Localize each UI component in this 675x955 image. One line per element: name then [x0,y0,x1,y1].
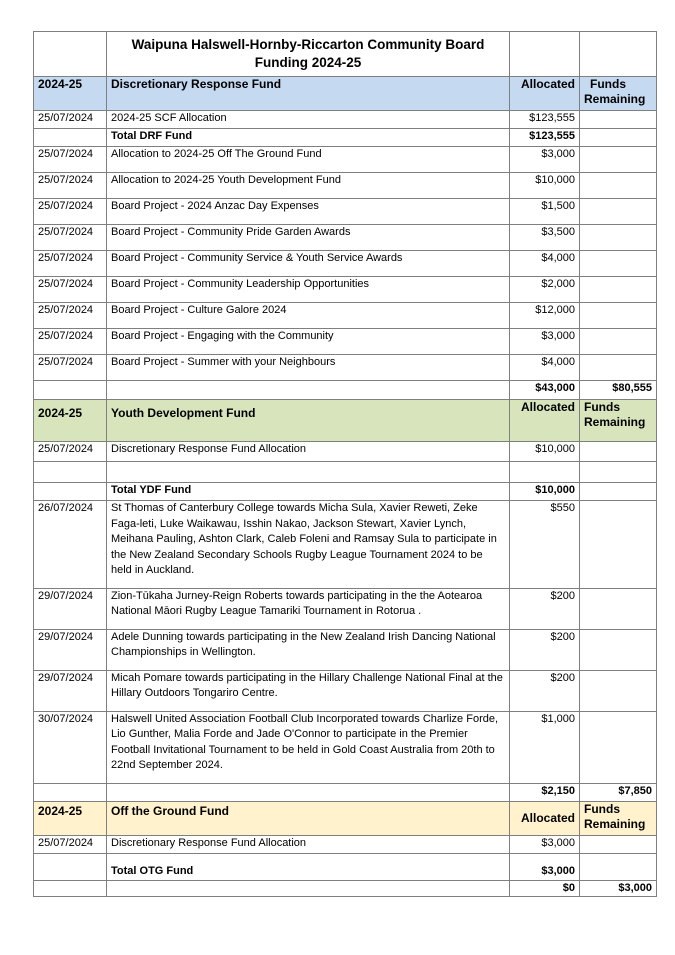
row-amount: $4,000 [510,251,580,277]
title-row [34,32,657,77]
ydf-summary-allocated: $2,150 [510,783,580,801]
row-amount: $1,000 [510,711,580,783]
table-row: 25/07/2024 2024-25 SCF Allocation $123,555 [34,111,657,129]
ydf-total-row: Total YDF Fund $10,000 [34,483,657,501]
row-description: Zion-Tūkaha Jurney-Reign Roberts towards participating in the the Aotearoa National Māori Rugby League Tamariki Tournament in Rotorua . [107,588,510,629]
document-title [107,32,510,77]
row-description: Allocation to 2024-25 Off The Ground Fund [107,147,510,173]
drf-year: 2024-25 [34,77,107,111]
ydf-allocated-label: Allocated [510,400,580,442]
row-date: 25/07/2024 [34,147,107,173]
ydf-summary-remaining: $7,850 [580,783,657,801]
row-date: 26/07/2024 [34,501,107,589]
ydf-fund-name: Youth Development Fund [107,400,510,442]
otg-summary-row [34,880,657,897]
ydf-header-row [34,400,657,442]
row-description: Board Project - Culture Galore 2024 [107,303,510,329]
drf-summary-remaining: $80,555 [580,381,657,400]
ydf-summary-row [34,783,657,801]
otg-fund-name: Off the Ground Fund [107,801,510,835]
row-amount: $200 [510,629,580,670]
ydf-remaining-label: Funds Remaining [580,400,657,442]
row-description: Board Project - Community Leadership Opportunities [107,277,510,303]
table-row [34,251,657,277]
row-date: 25/07/2024 [34,277,107,303]
table-row [34,670,657,711]
row-date: 29/07/2024 [34,629,107,670]
row-description: Adele Dunning towards participating in the New Zealand Irish Dancing National Championships in Wellington. [107,629,510,670]
row-date: 25/07/2024 [34,173,107,199]
row-amount: $200 [510,670,580,711]
table-row [34,588,657,629]
table-row [34,355,657,381]
table-row [34,173,657,199]
row-date: 29/07/2024 [34,670,107,711]
table-row: 25/07/2024 Discretionary Response Fund Allocation $3,000 [34,835,657,853]
otg-remaining-label: Funds Remaining [580,801,657,835]
table-row [34,303,657,329]
drf-allocated-label: Allocated [510,77,580,111]
row-date: 25/07/2024 [34,355,107,381]
row-date: 25/07/2024 [34,199,107,225]
drf-total-row: Total DRF Fund $123,555 [34,129,657,147]
table-row [34,629,657,670]
title-line-1: Waipuna Halswell-Hornby-Riccarton Community Board [131,37,485,52]
row-description: St Thomas of Canterbury College towards Micha Sula, Xavier Reweti, Zeke Faga-leti, Luke Waikawau, Isshin Nakao, Jackson Stewart, Xavier Lynch, Meihana Pauling, Ashton Clark, Caleb Foleni and Ramsay Sula to participate in the New Zealand Secondary Schools Rugby League Tournament 2024 to be held in Auckland. [107,501,510,589]
row-description: Board Project - Engaging with the Community [107,329,510,355]
drf-rows [34,147,657,381]
row-amount: $12,000 [510,303,580,329]
drf-remaining-label: Funds Remaining [580,77,657,111]
table-row [34,277,657,303]
drf-header-row [34,77,657,111]
otg-year: 2024-25 [34,801,107,835]
table-row [34,501,657,589]
row-description: Board Project - Community Pride Garden Awards [107,225,510,251]
table-row [34,329,657,355]
otg-summary-allocated: $0 [510,880,580,897]
row-date: 25/07/2024 [34,329,107,355]
row-amount: $4,000 [510,355,580,381]
row-date: 25/07/2024 [34,303,107,329]
row-description: Board Project - Summer with your Neighbours [107,355,510,381]
ydf-rows [34,501,657,784]
row-amount: $3,000 [510,329,580,355]
row-date: 30/07/2024 [34,711,107,783]
row-description: Allocation to 2024-25 Youth Development Fund [107,173,510,199]
row-amount: $1,500 [510,199,580,225]
table-row: 25/07/2024 Discretionary Response Fund Allocation $10,000 [34,442,657,462]
row-amount: $2,000 [510,277,580,303]
drf-fund-name: Discretionary Response Fund [107,77,510,111]
row-amount: $10,000 [510,173,580,199]
row-date: 25/07/2024 [34,225,107,251]
funding-table [33,31,657,897]
otg-summary-remaining: $3,000 [580,880,657,897]
table-row [34,225,657,251]
row-amount: $550 [510,501,580,589]
empty-row [34,462,657,483]
row-description: Board Project - 2024 Anzac Day Expenses [107,199,510,225]
row-date: 25/07/2024 [34,251,107,277]
table-row [34,199,657,225]
row-description: Micah Pomare towards participating in the Hillary Challenge National Final at the Hillary Outdoors Tongariro Centre. [107,670,510,711]
otg-total-row: Total OTG Fund $3,000 [34,853,657,880]
row-description: Halswell United Association Football Club Incorporated towards Charlize Forde, Lio Gunther, Malia Forde and Jade O'Connor to participate in the Premier Football Invitational Tournament to be held in Gold Coast Australia from 20th to 22nd September 2024. [107,711,510,783]
row-description: Board Project - Community Service & Youth Service Awards [107,251,510,277]
row-date: 29/07/2024 [34,588,107,629]
table-row [34,147,657,173]
row-amount: $3,500 [510,225,580,251]
otg-header-row [34,801,657,835]
drf-summary-allocated: $43,000 [510,381,580,400]
table-row [34,711,657,783]
drf-summary-row [34,381,657,400]
row-amount: $3,000 [510,147,580,173]
row-amount: $200 [510,588,580,629]
ydf-year: 2024-25 [34,400,107,442]
title-line-2: Funding 2024-25 [254,55,362,70]
otg-allocated-label: Allocated [510,801,580,835]
